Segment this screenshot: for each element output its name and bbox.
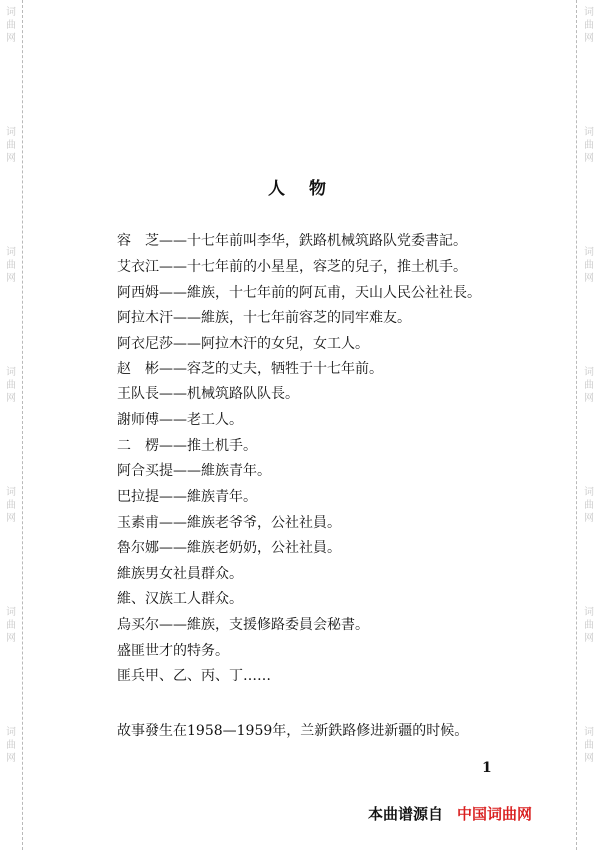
- character-entry: 阿西姆——維族，十七年前的阿瓦甫，天山人民公社社長。: [117, 285, 481, 301]
- watermark-glyph-group: [3, 606, 19, 645]
- character-entry: 阿合买提——維族青年。: [117, 463, 271, 479]
- watermark-glyph: 网: [584, 273, 594, 284]
- watermark-glyph: 曲: [584, 500, 594, 511]
- watermark-glyph: 词: [6, 247, 16, 258]
- watermark-glyph: 网: [6, 753, 16, 764]
- watermark-glyph: 曲: [584, 380, 594, 391]
- character-entry: 王队長——机械筑路队队長。: [117, 386, 299, 402]
- watermark-glyph: 曲: [6, 620, 16, 631]
- character-entry: 二 楞——推土机手。: [117, 438, 257, 454]
- character-entry: 赵 彬——容芝的丈夫，牺牲于十七年前。: [117, 361, 383, 377]
- watermark-glyph: 网: [6, 393, 16, 404]
- watermark-glyph: 词: [6, 727, 16, 738]
- watermark-glyph: 网: [6, 513, 16, 524]
- character-entry: 匪兵甲、乙、丙、丁……: [117, 668, 271, 684]
- watermark-glyph: 曲: [584, 620, 594, 631]
- watermark-glyph: 网: [584, 513, 594, 524]
- watermark-glyph: 词: [584, 247, 594, 258]
- watermark-glyph: 网: [584, 393, 594, 404]
- watermark-glyph-group: [581, 6, 597, 45]
- watermark-glyph: 网: [6, 633, 16, 644]
- watermark-glyph: 曲: [584, 740, 594, 751]
- watermark-glyph: 网: [6, 33, 16, 44]
- character-entry: 魯尔娜——維族老奶奶，公社社員。: [117, 540, 341, 556]
- watermark-glyph-group: [3, 366, 19, 405]
- watermark-glyph-group: [581, 126, 597, 165]
- watermark-glyph: 网: [6, 153, 16, 164]
- character-entry: 阿衣尼莎——阿拉木汗的女兒，女工人。: [117, 336, 369, 352]
- watermark-glyph: 网: [6, 273, 16, 284]
- watermark-glyph-group: [3, 6, 19, 45]
- watermark-glyph-group: [581, 486, 597, 525]
- watermark-glyph-group: [581, 246, 597, 285]
- watermark-glyph: 曲: [584, 20, 594, 31]
- watermark-glyph: 曲: [6, 20, 16, 31]
- watermark-glyph: 曲: [6, 740, 16, 751]
- site-name-link[interactable]: 中国词曲网: [457, 805, 533, 823]
- watermark-glyph: 词: [584, 127, 594, 138]
- watermark-glyph: 词: [584, 487, 594, 498]
- watermark-glyph-group: [3, 726, 19, 765]
- left-dashed-border: [22, 0, 23, 850]
- page-title: 人物: [268, 179, 350, 199]
- watermark-glyph: 词: [6, 607, 16, 618]
- character-entry: 玉素甫——維族老爷爷，公社社員。: [117, 515, 341, 531]
- watermark-glyph: 词: [584, 607, 594, 618]
- watermark-glyph: 曲: [6, 500, 16, 511]
- source-label: 本曲谱源自: [368, 805, 444, 823]
- watermark-glyph: 曲: [6, 260, 16, 271]
- watermark-glyph: 词: [6, 127, 16, 138]
- setting-note: 故事發生在1958—1959年，兰新鉄路修进新疆的时候。: [117, 723, 469, 739]
- character-entry: 艾衣江——十七年前的小星星，容芝的兒子，推土机手。: [117, 259, 467, 275]
- character-entry: 盛匪世才的特务。: [117, 643, 229, 659]
- watermark-glyph: 网: [584, 153, 594, 164]
- watermark-glyph: 词: [6, 367, 16, 378]
- watermark-glyph: 网: [584, 33, 594, 44]
- watermark-glyph: 曲: [6, 380, 16, 391]
- watermark-glyph: 曲: [584, 260, 594, 271]
- watermark-glyph-group: [581, 606, 597, 645]
- character-entry: 巴拉提——維族青年。: [117, 489, 257, 505]
- character-entry: 維族男女社員群众。: [117, 566, 243, 582]
- watermark-glyph-group: [581, 726, 597, 765]
- watermark-glyph: 词: [584, 727, 594, 738]
- watermark-glyph-group: [3, 126, 19, 165]
- page-number: 1: [482, 760, 492, 776]
- character-entry: 阿拉木汗——維族，十七年前容芝的同牢难友。: [117, 310, 411, 326]
- watermark-glyph: 网: [584, 753, 594, 764]
- character-entry: 維、汉族工人群众。: [117, 591, 243, 607]
- source-footer: [368, 803, 532, 824]
- watermark-glyph-group: [581, 366, 597, 405]
- watermark-glyph: 词: [6, 487, 16, 498]
- watermark-glyph: 网: [584, 633, 594, 644]
- watermark-glyph: 曲: [6, 140, 16, 151]
- watermark-glyph: 词: [584, 367, 594, 378]
- watermark-glyph-group: [3, 246, 19, 285]
- character-entry: 容 芝——十七年前叫李华，鉄路机械筑路队党委書記。: [117, 233, 467, 249]
- character-entry: 烏买尔——維族，支援修路委員会秘書。: [117, 617, 369, 633]
- watermark-glyph-group: [3, 486, 19, 525]
- watermark-glyph: 词: [6, 7, 16, 18]
- right-dashed-border: [576, 0, 577, 850]
- watermark-glyph: 曲: [584, 140, 594, 151]
- character-entry: 謝师傅——老工人。: [117, 412, 243, 428]
- watermark-glyph: 词: [584, 7, 594, 18]
